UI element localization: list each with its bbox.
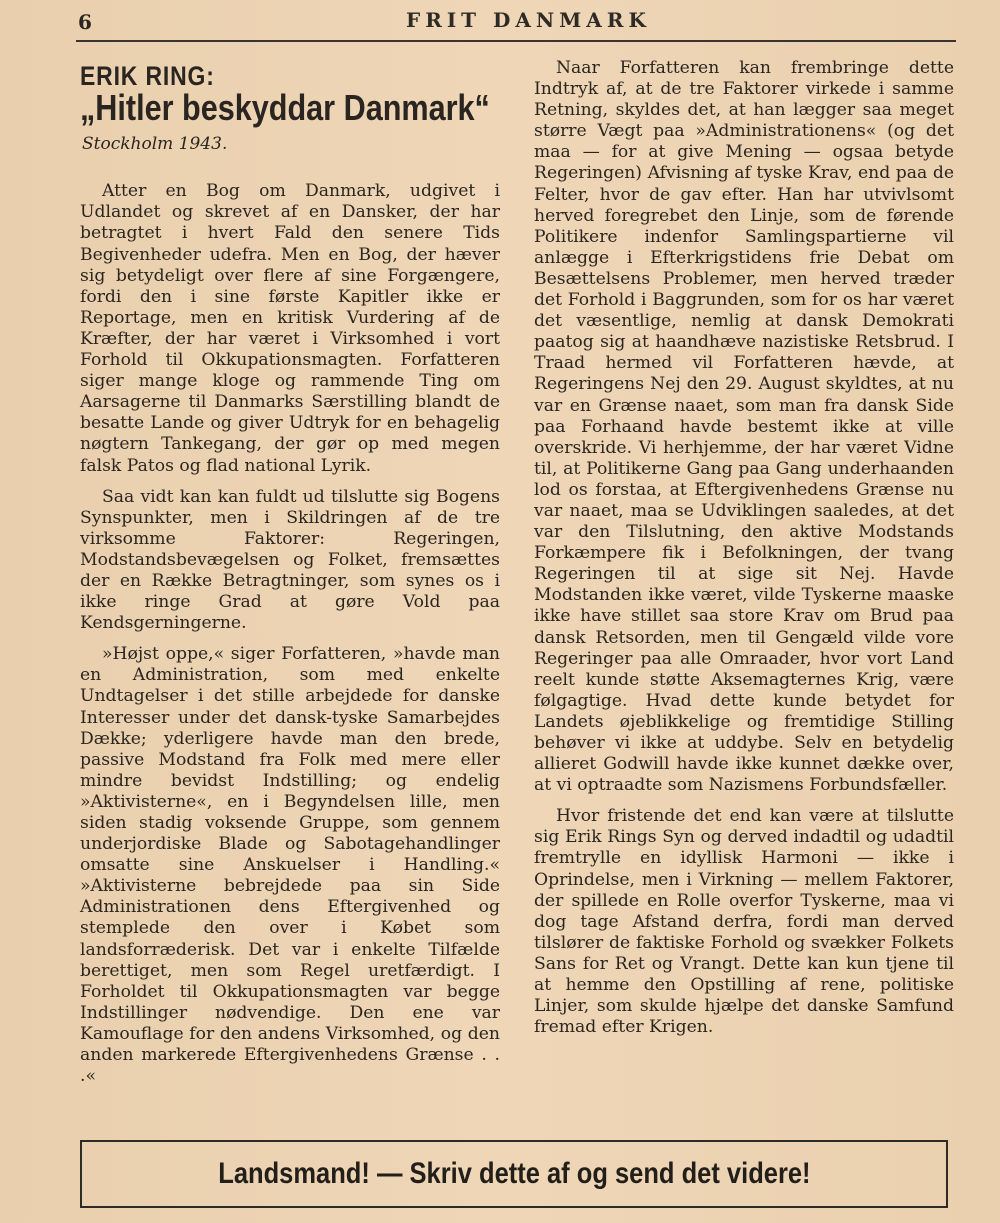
call-to-action-text: Landsmand! — Skriv dette af og send det videre! <box>217 1157 811 1190</box>
article-right-column <box>534 58 954 1038</box>
page-number: 6 <box>78 10 93 34</box>
header-divider <box>76 40 956 42</box>
paragraph: Naar Forfatteren kan frembringe dette Indtryk af, at de tre Faktorer virkede i samme Retning, skyldes det, at han lægger saa meget større Vægt paa »Administrationens« (og det maa — for at give Mening — ogsaa betyde Regeringen) Afvisning af tyske Krav, end paa de Felter, hvor de gav efter. Han har utvivlsomt herved foregrebet den Linje, som de førende Politikere indenfor Samlingspartierne vil anlægge i Efterkrigstidens frie Debat om Besættelsens Problemer, men herved træder det Forhold i Baggrunden, som for os har været det væsentlige, nemlig at dansk Demokrati paatog sig at haandhæve nazistiske Retsbrud. I Traad hermed vil Forfatteren hævde, at Regeringens Nej den 29. August skyldtes, at nu var en Grænse naaet, som man fra dansk Side paa Forhaand havde bestemt ikke at ville overskride. Vi herhjemme, der har været Vidne til, at Politikerne Gang paa Gang underhaanden lod os forstaa, at Eftergivenhedens Grænse nu var naaet, maa se Udviklingen saaledes, at det var den Tilslutning, den aktive Modstands Forkæmpere fik i Befolkningen, der tvang Regeringen til at sige sit Nej. Havde Modstanden ikke været, vilde Tyskerne maaske ikke have stillet saa store Krav om Brud paa dansk Retsorden, men til Gengæld vilde vore Regeringer paa alle Omraader, hvor vort Land reelt kunde støtte Aksemagternes Krig, være følgagtige. Hvad dette kunde betydet for Landets øjeblikkelige og fremtidige Stilling behøver vi ikke at uddybe. Selv en betydelig allieret Godwill havde ikke kunnet dække over, at vi optraadte som Nazismens Forbundsfæller. <box>534 58 954 796</box>
article-place-year: Stockholm 1943. <box>82 134 228 155</box>
call-to-action-box <box>80 1140 948 1208</box>
paragraph: Saa vidt kan kan fuldt ud tilslutte sig Bogens Synspunkter, men i Skildringen af de tre virksomme Faktorer: Regeringen, Modstandsbevægelsen og Folket, fremsættes der en Række Betragtninger, som synes os i ikke ringe Grad at gøre Vold paa Kendsgerningerne. <box>80 486 500 634</box>
paragraph: Hvor fristende det end kan være at tilslutte sig Erik Rings Syn og derved indadtil og udadtil fremtrylle en idyllisk Harmoni — ikke i Oprindelse, men i Virkning — mellem Faktorer, der spillede en Rolle overfor Tyskerne, maa vi dog tage Afstand derfra, fordi man derved tilslører de faktiske Forhold og svækker Folkets Sans for Ret og Vrangt. Dette kan kun tjene til at hemme den Opstilling af rene, politiske Linjer, som skulde hjælpe det danske Samfund fremad efter Krigen. <box>534 806 954 1038</box>
article-left-column <box>80 58 500 1087</box>
publication-title: FRIT DANMARK <box>406 8 651 32</box>
paragraph: Atter en Bog om Danmark, udgivet i Udlandet og skrevet af en Dansker, der har betragtet i hvert Fald den senere Tids Begivenheder udefra. Men en Bog, der hæver sig betydeligt over flere af sine Forgængere, fordi den i sine første Kapitler ikke er Reportage, men en kritisk Vurdering af de Kræfter, der har været i Virksomhed i vort Forhold til Okkupationsmagten. Forfatteren siger mange kloge og rammende Ting om Aarsagerne til Danmarks Særstilling blandt de besatte Lande og giver Udtryk for en behagelig nøgtern Tankegang, der gør op med megen falsk Patos og flad national Lyrik. <box>80 181 500 476</box>
article-author: ERIK RING: <box>80 61 215 91</box>
article-title: „Hitler beskyddar Danmark“ <box>80 87 490 129</box>
paragraph: »Højst oppe,« siger Forfatteren, »havde man en Administration, som med enkelte Undtagelser i det stille arbejdede for danske Interesser under det dansk-tyske Samarbejdes Dække; yderligere havde man den brede, passive Modstand fra Folk med mere eller mindre bevidst Indstilling; og endelig »Aktivisterne«, en i Begyndelsen lille, men siden stadig voksende Gruppe, som gennem underjordiske Blade og Sabotagehandlinger omsatte sine Anskuelser i Handling.« »Aktivisterne bebrejdede paa sin Side Administrationen dens Eftergivenhed og stemplede den over i Købet som landsforræderisk. Det var i enkelte Tilfælde berettiget, men som Regel uretfærdigt. I Forholdet til Okkupationsmagten var begge Indstillinger nødvendige. Den ene var Kamouflage for den andens Virksomhed, og den anden markerede Eftergivenhedens Grænse . . .« <box>80 644 500 1087</box>
